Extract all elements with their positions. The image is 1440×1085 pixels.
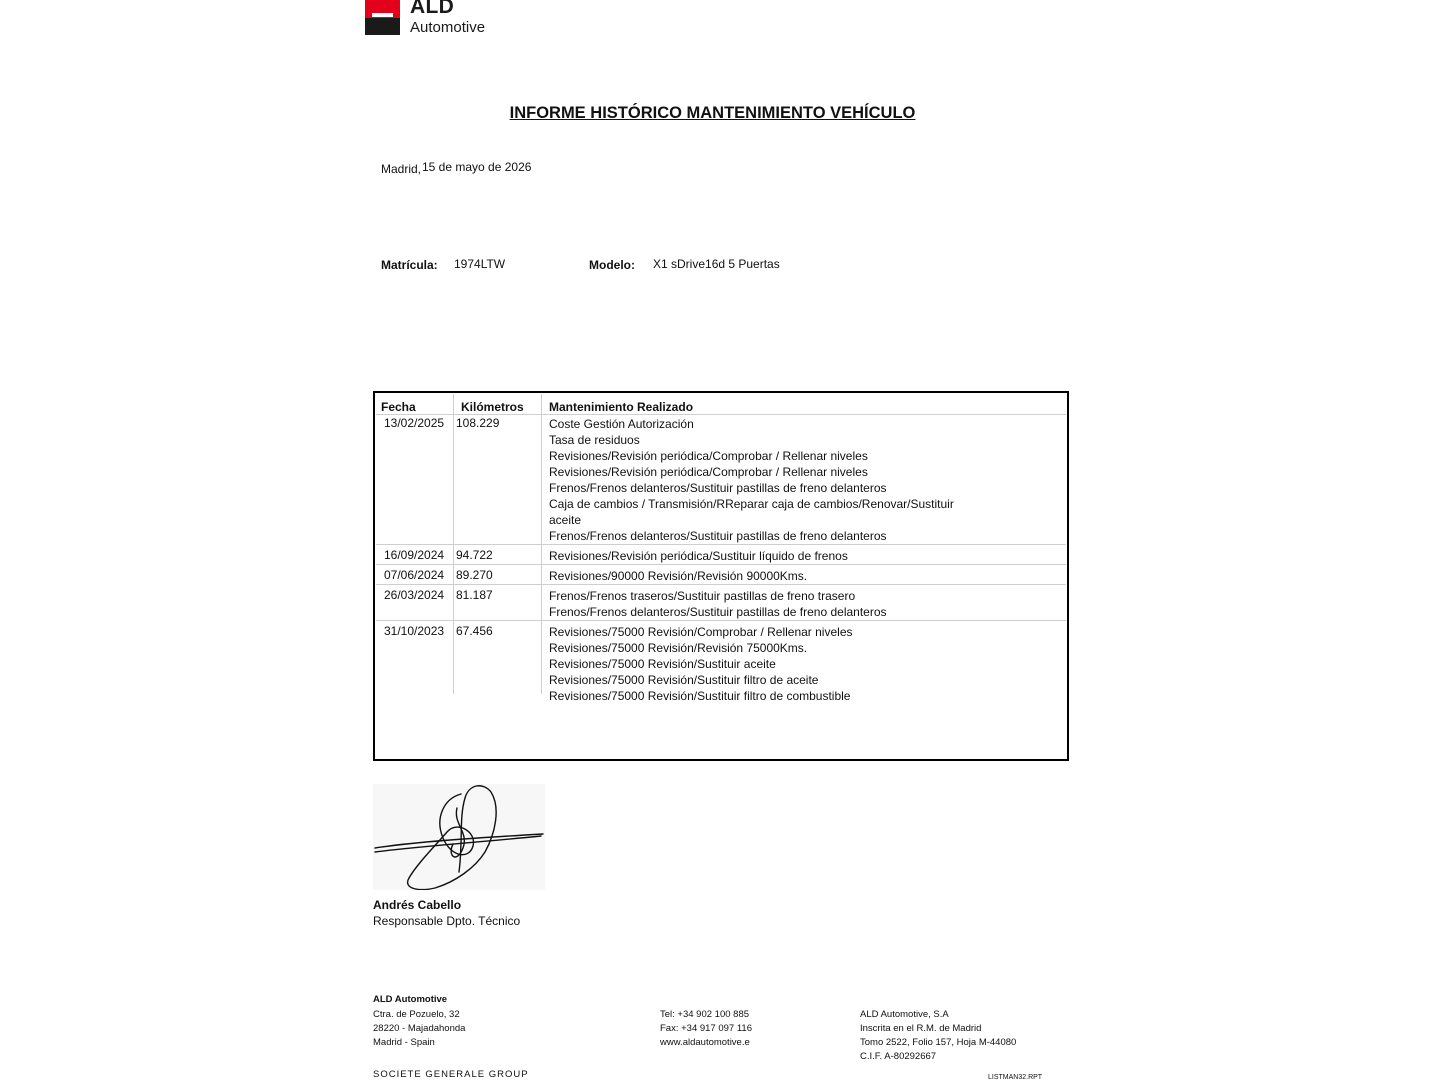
footer-fax: Fax: +34 917 097 116	[660, 1023, 752, 1034]
footer-legal-line: ALD Automotive, S.A	[860, 1009, 949, 1020]
row-maintenance-item: Revisiones/75000 Revisión/Sustituir filtro de combustible	[549, 689, 851, 703]
row-date: 26/03/2024	[384, 588, 445, 602]
footer-legal-line: C.I.F. A-80292667	[860, 1051, 937, 1062]
footer-website: www.aldautomotive.e	[660, 1037, 750, 1048]
row-maintenance-item: Frenos/Frenos traseros/Sustituir pastillas de freno trasero	[549, 589, 856, 603]
footer-address-line: Ctra. de Pozuelo, 32	[373, 1009, 460, 1020]
footer-report-code: LISTMAN32.RPT	[988, 1074, 1043, 1081]
signature	[373, 784, 545, 890]
row-maintenance-item: Frenos/Frenos delanteros/Sustituir pastillas de freno delanteros	[549, 481, 887, 495]
signer-role: Responsable Dpto. Técnico	[373, 914, 521, 928]
row-maintenance-item: Revisiones/75000 Revisión/Sustituir filtro de aceite	[549, 673, 819, 687]
row-km: 108.229	[456, 416, 500, 430]
signature-drawing	[373, 784, 545, 890]
row-maintenance-item: Revisiones/Revisión periódica/Comprobar / Rellenar niveles	[549, 449, 868, 463]
row-date: 16/09/2024	[384, 548, 445, 562]
row-date: 13/02/2025	[384, 416, 445, 430]
row-maintenance-item: Coste Gestión Autorización	[549, 417, 694, 431]
header-maintenance: Mantenimiento Realizado	[549, 400, 694, 414]
place-label: Madrid,	[381, 162, 422, 176]
row-maintenance-item: Caja de cambios / Transmisión/RReparar caja de cambios/Renovar/Sustituir	[549, 497, 954, 511]
document-title: INFORME HISTÓRICO MANTENIMIENTO VEHÍCULO	[509, 104, 916, 122]
row-maintenance-item: aceite	[549, 513, 582, 527]
row-maintenance-item: Frenos/Frenos delanteros/Sustituir pastillas de freno delanteros	[549, 605, 887, 619]
row-maintenance-item: Revisiones/75000 Revisión/Comprobar / Rellenar niveles	[549, 625, 853, 639]
signer-name: Andrés Cabello	[373, 898, 462, 912]
footer-company: ALD Automotive	[373, 994, 448, 1005]
company-logo	[365, 0, 500, 38]
row-km: 94.722	[456, 548, 493, 562]
footer-phone: Tel: +34 902 100 885	[660, 1009, 750, 1020]
row-divider	[376, 584, 1066, 585]
footer-legal-line: Tomo 2522, Folio 157, Hoja M-44080	[860, 1037, 1017, 1048]
model-label: Modelo:	[589, 258, 635, 272]
footer-legal-line: Inscrita en el R.M. de Madrid	[860, 1023, 982, 1034]
row-km: 67.456	[456, 624, 493, 638]
model-value: X1 sDrive16d 5 Puertas	[653, 257, 780, 271]
row-maintenance-item: Revisiones/90000 Revisión/Revisión 90000Kms.	[549, 569, 808, 583]
row-maintenance-item: Revisiones/Revisión periódica/Sustituir líquido de frenos	[549, 549, 848, 563]
row-divider	[376, 544, 1066, 545]
row-divider	[376, 564, 1066, 565]
header-date: Fecha	[381, 400, 416, 414]
logo-mark-line	[372, 13, 393, 17]
row-date: 31/10/2023	[384, 624, 445, 638]
row-divider	[376, 620, 1066, 621]
row-maintenance-item: Frenos/Frenos delanteros/Sustituir pastillas de freno delanteros	[549, 529, 887, 543]
plate-value: 1974LTW	[454, 257, 506, 271]
logo-text-ald: ALD	[410, 0, 455, 18]
row-maintenance-item: Revisiones/75000 Revisión/Sustituir aceite	[549, 657, 776, 671]
row-maintenance-item: Revisiones/Revisión periódica/Comprobar / Rellenar niveles	[549, 465, 868, 479]
row-km: 89.270	[456, 568, 493, 582]
footer-address-line: Madrid - Spain	[373, 1037, 435, 1048]
row-maintenance-item: Tasa de residuos	[549, 433, 640, 447]
plate-label: Matrícula:	[381, 258, 438, 272]
row-km: 81.187	[456, 588, 493, 602]
header-km: Kilómetros	[461, 400, 524, 414]
row-date: 07/06/2024	[384, 568, 445, 582]
row-maintenance-item: Revisiones/75000 Revisión/Revisión 75000Kms.	[549, 641, 808, 655]
document-date: 15 de mayo de 2026	[422, 160, 532, 174]
logo-text-automotive: Automotive	[410, 19, 486, 36]
footer-address-line: 28220 - Majadahonda	[373, 1023, 466, 1034]
footer-group-name: SOCIETE GENERALE GROUP	[373, 1069, 529, 1080]
